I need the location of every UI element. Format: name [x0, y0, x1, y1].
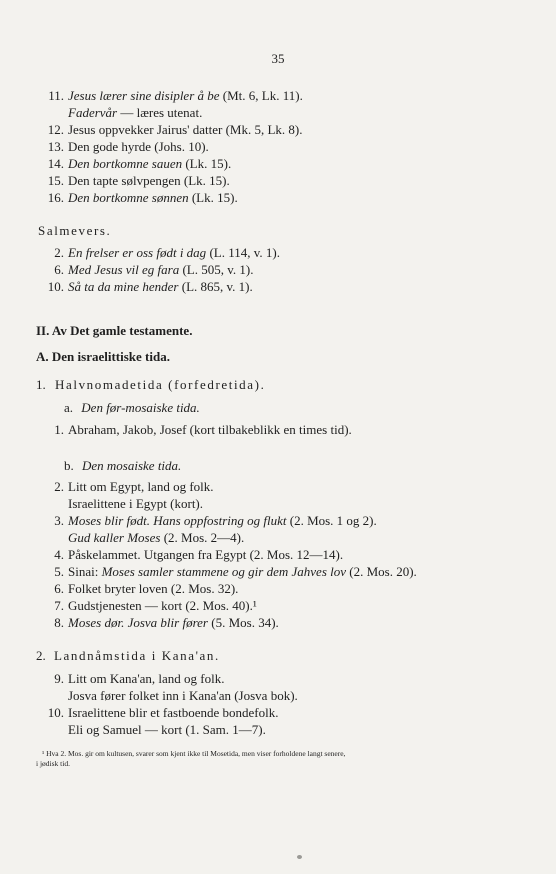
list-item — [38, 563, 417, 580]
item-number: 14. — [47, 156, 64, 171]
item-italic-text: En frelser er oss født i dag — [68, 245, 207, 260]
item-text: Israelittene blir et fastboende bondefolk. — [68, 705, 279, 720]
item-number: 5. — [54, 564, 64, 579]
item-italic-text: Den bortkomne sauen — [68, 156, 183, 171]
item-number: 13. — [47, 139, 64, 154]
item-italic-text: Den bortkomne sønnen — [68, 190, 189, 205]
item-text: (L. 114, v. 1). — [206, 245, 280, 260]
list-item — [38, 597, 257, 614]
list-item — [38, 189, 238, 206]
salmevers-heading: Salmevers. — [38, 223, 112, 238]
item-number: 11. — [48, 88, 64, 103]
item-text: — læres utenat. — [117, 105, 203, 120]
list-item — [38, 512, 377, 529]
item-italic-text: Moses samler stammene og gir dem Jahves lov — [101, 564, 347, 579]
item-number: 2. — [54, 245, 64, 260]
item-number: 2. — [54, 479, 64, 494]
item-number: 7. — [54, 598, 64, 613]
list-item — [38, 278, 253, 295]
list-item — [38, 704, 278, 721]
item-italic-text: Moses dør. Josva blir fører — [68, 615, 208, 630]
item-number: 9. — [54, 671, 64, 686]
item-text: Abraham, Jakob, Josef (kort tilbakeblikk en times tid). — [68, 422, 352, 437]
item-number: 8. — [54, 615, 64, 630]
item-text: (2. Mos. 2—4). — [160, 530, 245, 545]
list-item — [38, 104, 202, 121]
list-item — [38, 670, 225, 687]
part-title: Landnåmstida i Kana'an. — [54, 648, 220, 663]
subsection-heading: A. Den israelittiske tida. — [36, 349, 170, 364]
item-text: (2. Mos. 20). — [346, 564, 417, 579]
item-italic-text: Moses blir født. Hans oppfostring og flukt — [68, 513, 287, 528]
part-heading — [36, 376, 265, 393]
item-number: 4. — [54, 547, 64, 562]
list-item — [38, 421, 352, 438]
list-item — [38, 721, 266, 738]
item-number: 6. — [54, 262, 64, 277]
item-number: 3. — [54, 513, 64, 528]
part-number: 1. — [36, 377, 46, 392]
item-text: Jesus oppvekker Jairus' datter (Mk. 5, Lk. 8). — [68, 122, 303, 137]
list-item — [38, 121, 303, 138]
subpart-title: Den mosaiske tida. — [82, 458, 182, 473]
item-text: Den tapte sølvpengen (Lk. 15). — [68, 173, 230, 188]
list-item — [38, 244, 280, 261]
item-italic-text: Jesus lærer sine disipler å be — [68, 88, 220, 103]
item-text: Folket bryter loven (2. Mos. 32). — [68, 581, 239, 596]
subpart-label: a. — [64, 400, 74, 415]
list-item — [38, 529, 244, 546]
item-italic-text: Gud kaller Moses — [68, 530, 161, 545]
item-text: (5. Mos. 34). — [208, 615, 279, 630]
subpart-label: b. — [64, 458, 74, 473]
item-number: 10. — [47, 705, 64, 720]
item-italic-text: Så ta da mine hender — [68, 279, 179, 294]
item-number: 10. — [47, 279, 64, 294]
list-item — [38, 478, 214, 495]
part-heading — [36, 647, 220, 664]
item-text: (Lk. 15). — [182, 156, 232, 171]
item-text: Josva fører folket inn i Kana'an (Josva bok). — [68, 688, 298, 703]
item-text: (L. 505, v. 1). — [179, 262, 254, 277]
item-text: (2. Mos. 1 og 2). — [286, 513, 377, 528]
item-text: (L. 865, v. 1). — [178, 279, 253, 294]
item-text: (Lk. 15). — [188, 190, 238, 205]
item-number: 12. — [47, 122, 64, 137]
part-number: 2. — [36, 648, 46, 663]
list-item — [38, 138, 209, 155]
list-item — [38, 87, 303, 104]
list-item — [38, 261, 253, 278]
item-text: Litt om Egypt, land og folk. — [68, 479, 214, 494]
item-italic-text: Med Jesus vil eg fara — [68, 262, 180, 277]
page-number: 35 — [271, 51, 285, 66]
item-prefix: Sinai: — [68, 564, 102, 579]
list-item — [38, 580, 238, 597]
list-item — [38, 687, 298, 704]
footnote-line: i jødisk tid. — [36, 759, 70, 768]
list-item — [38, 172, 230, 189]
item-text: Eli og Samuel — kort (1. Sam. 1—7). — [68, 722, 266, 737]
item-number: 6. — [54, 581, 64, 596]
footnote-line: ¹ Hva 2. Mos. gir om kultusen, svarer som kjent ikke til Mosetida, men viser forholdene langt senere, — [42, 749, 346, 758]
item-text: Gudstjenesten — kort (2. Mos. 40).¹ — [68, 598, 257, 613]
item-text: Israelittene i Egypt (kort). — [68, 496, 204, 511]
item-number: 16. — [47, 190, 64, 205]
item-text: Litt om Kana'an, land og folk. — [68, 671, 225, 686]
item-text: Påskelammet. Utgangen fra Egypt (2. Mos. 12—14). — [68, 547, 344, 562]
list-item — [38, 495, 203, 512]
item-text: (Mt. 6, Lk. 11). — [219, 88, 303, 103]
list-item — [38, 155, 231, 172]
subpart-heading — [64, 457, 181, 474]
item-number: 15. — [47, 173, 64, 188]
subpart-title: Den før-mosaiske tida. — [81, 400, 200, 415]
ink-speck — [297, 855, 302, 859]
item-text: Den gode hyrde (Johs. 10). — [68, 139, 209, 154]
item-number: 1. — [54, 422, 64, 437]
part-title: Halvnomadetida (forfedretida). — [55, 377, 266, 392]
item-italic-text: Fadervår — [68, 105, 118, 120]
section-heading: II. Av Det gamle testamente. — [36, 323, 193, 338]
subpart-heading — [64, 399, 200, 416]
list-item — [38, 546, 343, 563]
list-item — [38, 614, 279, 631]
